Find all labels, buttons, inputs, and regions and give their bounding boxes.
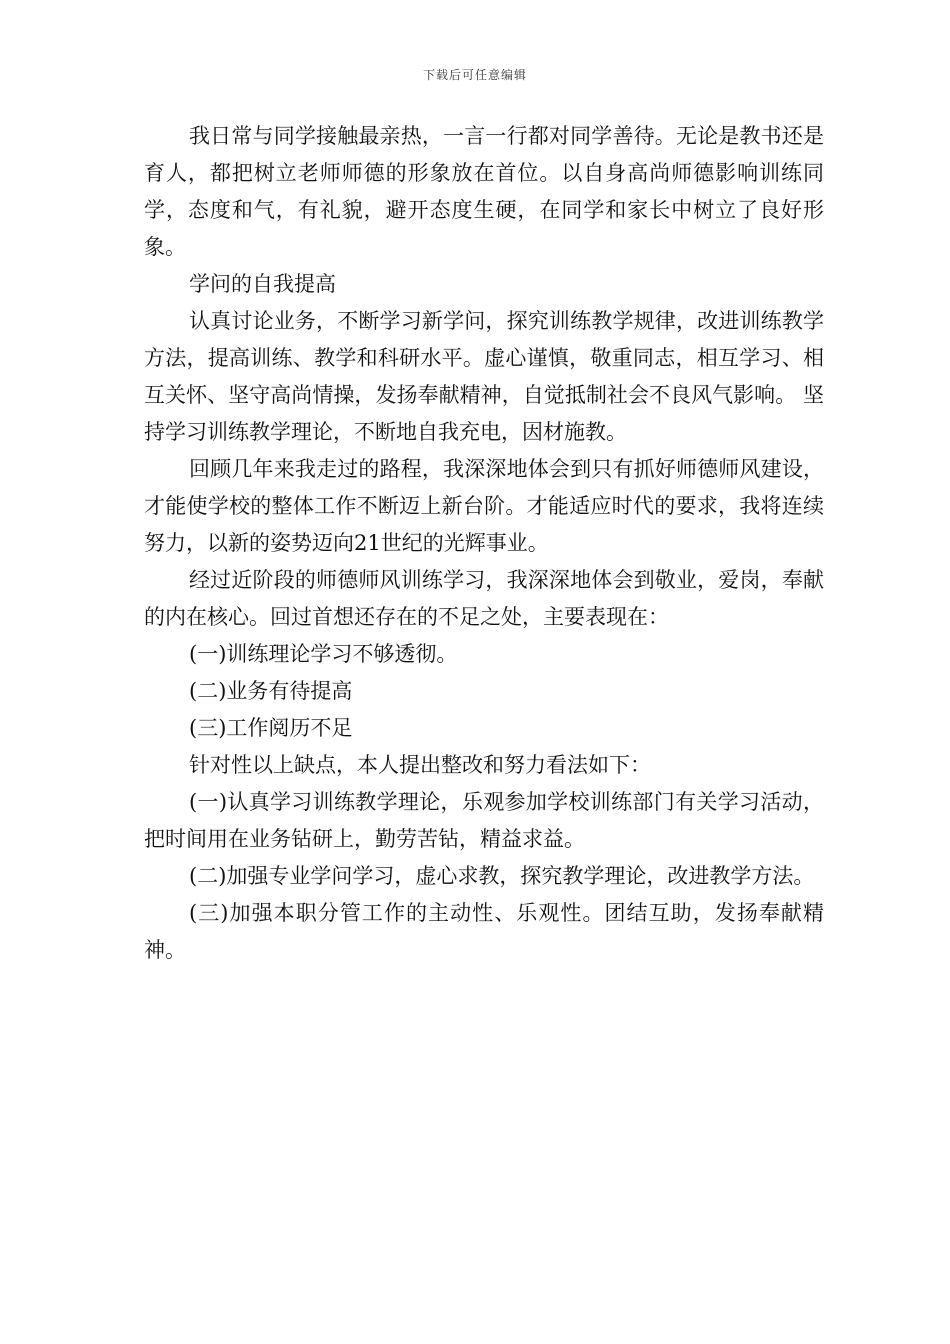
rectification-intro: 针对性以上缺点，本人提出整改和努力看法如下：	[189, 753, 651, 777]
page-header: 下载后可任意编辑	[422, 68, 527, 82]
section-heading-knowledge: 学问的自我提高	[189, 272, 336, 296]
rectification-item-2: (二)加强专业学问学习，虚心求教，探究教学理论，改进教学方法。	[189, 864, 815, 888]
rectification-item-3: (三)加强本职分管工作的主动性、乐观性。团结互助，发扬奉献精神。	[144, 901, 824, 962]
rectification-item-1: (一)认真学习训练教学理论，乐观参加学校训练部门有关学习活动，把时间用在业务钻研上，勤劳苦钻，精益求益。	[144, 790, 824, 851]
document-body	[144, 118, 824, 969]
paragraph-3: 回顾几年来我走过的路程，我深深地体会到只有抓好师德师风建设，才能使学校的整体工作不断迈上新台阶。才能适应时代的要求，我将连续努力，以新的姿势迈向21世纪的光辉事业。	[144, 457, 824, 555]
paragraph-2: 认真讨论业务，不断学习新学问，探究训练教学规律，改进训练教学方法，提高训练、教学和科研水平。虚心谨慎，敬重同志，相互学习、相互关怀、坚守高尚情操，发扬奉献精神，自觉抵制社会不良风气影响。 坚持学习训练教学理论，不断地自我充电，因材施教。	[144, 309, 824, 444]
shortcoming-item-2: (二)业务有待提高	[189, 679, 353, 703]
paragraph-1: 我日常与同学接触最亲热，一言一行都对同学善待。无论是教书还是育人，都把树立老师师德的形象放在首位。以自身高尚师德影响训练同学，态度和气，有礼貌，避开态度生硬，在同学和家长中树立了良好形象。	[144, 124, 824, 259]
paragraph-4: 经过近阶段的师德师风训练学习，我深深地体会到敬业，爱岗，奉献的内在核心。回过首想还存在的不足之处，主要表现在：	[144, 568, 824, 629]
shortcoming-item-3: (三)工作阅历不足	[189, 716, 353, 740]
shortcoming-item-1: (一)训练理论学习不够透彻。	[189, 642, 458, 666]
